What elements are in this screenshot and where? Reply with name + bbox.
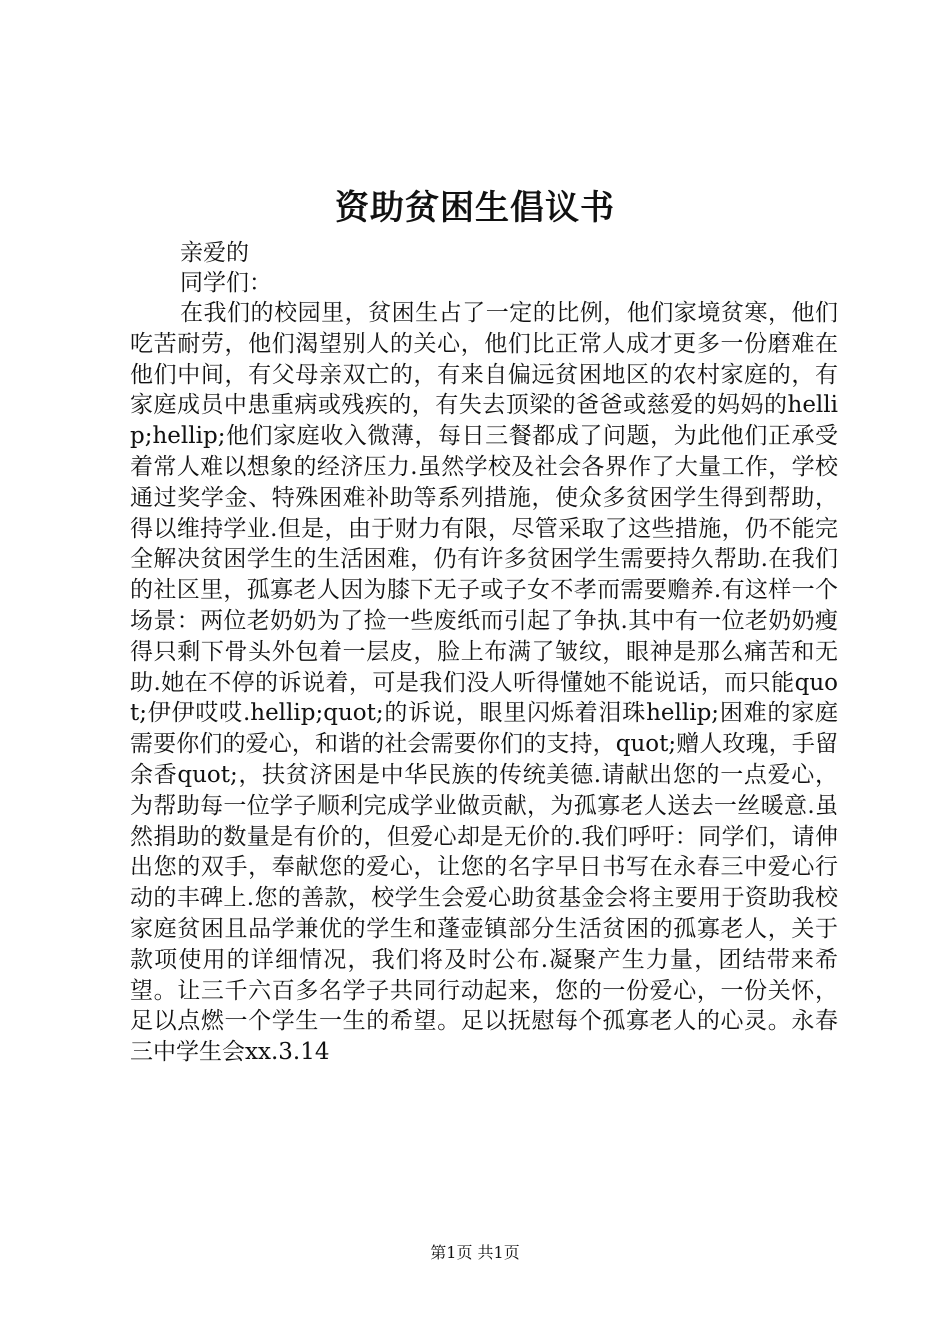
salutation-line-1: 亲爱的 xyxy=(180,240,249,266)
salutation-line-2: 同学们： xyxy=(180,270,272,296)
page-footer: 第1页 共1页 xyxy=(430,1243,520,1262)
document-title: 资助贫困生倡议书 xyxy=(335,188,615,228)
body-paragraph: 在我们的校园里，贫困生占了一定的比例，他们家境贫寒，他们吃苦耐劳，他们渴望别人的关心，他们比正常人成才更多一份磨难在他们中间，有父母亲双亡的，有来自偏远贫困地区的农村家庭的，有家庭成员中患重病或残疾的，有失去顶梁的爸爸或慈爱的妈妈的hellip;hellip;他们家庭收入微薄，每日三餐都成了问题，为此他们正承受着常人难以想象的经济压力.虽然学校及社会各界作了大量工作，学校通过奖学金、特殊困难补助等系列措施，使众多贫困学生得到帮助，得以维持学业.但是，由于财力有限，尽管采取了这些措施，仍不能完全解决贫困学生的生活困难，仍有许多贫困学生需要持久帮助.在我们的社区里，孤寡老人因为膝下无子或子女不孝而需要赡养.有这样一个场景：两位老奶奶为了捡一些废纸而引起了争执.其中有一位老奶奶瘦得只剩下骨头外包着一层皮，脸上布满了皱纹，眼神是那么痛苦和无助.她在不停的诉说着，可是我们没人听得懂她不能说话，而只能quot;伊伊哎哎.hellip;quot;的诉说，眼里闪烁着泪珠hellip;困难的家庭需要你们的爱心，和谐的社会需要你们的支持，quot;赠人玫瑰，手留余香quot;，扶贫济困是中华民族的传统美德.请献出您的一点爱心，为帮助每一位学子顺利完成学业做贡献，为孤寡老人送去一丝暖意.虽然捐助的数量是有价的，但爱心却是无价的.我们呼吁：同学们，请伸出您的双手，奉献您的爱心，让您的名字早日书写在永春三中爱心行动的丰碑上.您的善款，校学生会爱心助贫基金会将主要用于资助我校家庭贫困且品学兼优的学生和蓬壶镇部分生活贫困的孤寡老人，关于款项使用的详细情况，我们将及时公布.凝聚产生力量，团结带来希望。让三千六百多名学子共同行动起来，您的一份爱心，一份关怀，足以点燃一个学生一生的希望。足以抚慰每个孤寡老人的心灵。永春三中学生会xx.3.14 xyxy=(130,300,838,1066)
